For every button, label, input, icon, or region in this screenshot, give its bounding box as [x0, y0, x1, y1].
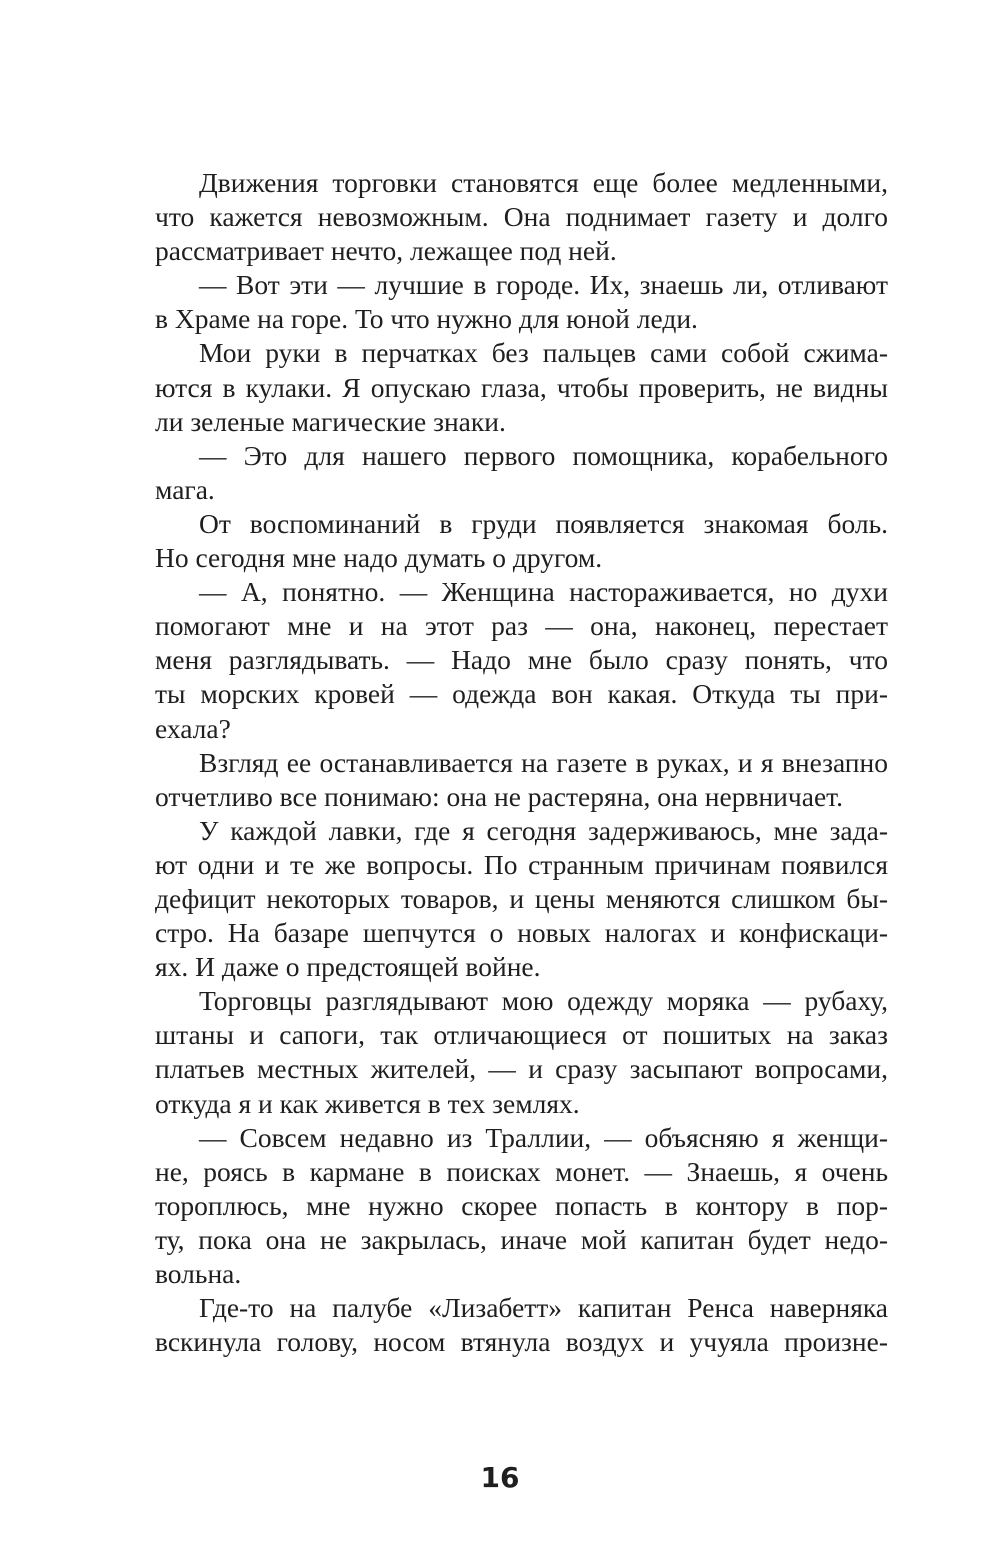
text-line: — Вот эти — лучшие в городе. Их, знаешь ли, отливают	[199, 269, 888, 301]
text-line: ты морских кровей — одежда вон какая. Откуда ты при-	[155, 678, 888, 710]
text-line: дефицит некоторых товаров, и цены меняются слишком бы-	[155, 882, 888, 914]
paragraph	[155, 166, 888, 268]
text-line: ту, пока она не закрылась, иначе мой капитан будет недо-	[155, 1223, 888, 1255]
text-line: в Храме на горе. То что нужно для юной леди.	[155, 303, 698, 335]
paragraph	[155, 814, 888, 984]
text-line: Движения торговки становятся еще более медленными,	[199, 167, 888, 198]
text-line: ях. И даже о предстоящей войне.	[155, 951, 541, 983]
paragraph	[155, 268, 888, 336]
text-line: отчетливо все понимаю: она не растеряна, она нервничает.	[155, 780, 843, 812]
text-line: вскинула голову, носом втянула воздух и учуяла произне-	[155, 1326, 888, 1358]
text-line: ехала?	[155, 712, 231, 744]
text-line: откуда я и как живется в тех землях.	[155, 1087, 580, 1119]
text-line: стро. На базаре шепчутся о новых налогах и конфискаци-	[155, 917, 888, 949]
text-line: Мои руки в перчатках без пальцев сами собой сжима-	[199, 337, 888, 369]
paragraph	[155, 1121, 888, 1291]
paragraph	[155, 1291, 888, 1359]
text-line: не, роясь в кармане в поисках монет. — Знаешь, я очень	[155, 1155, 888, 1187]
text-line: ли зеленые магические знаки.	[155, 405, 506, 437]
paragraph	[155, 575, 888, 745]
text-line: вольна.	[155, 1258, 242, 1289]
paragraph	[155, 984, 888, 1120]
text-line: ют одни и те же вопросы. По странным причинам появился	[155, 848, 888, 880]
text-line: Взгляд ее останавливается на газете в руках, и я внезапно	[199, 746, 888, 778]
text-line: штаны и сапоги, так отличающиеся от пошитых на заказ	[155, 1019, 888, 1051]
text-line: мага.	[155, 473, 215, 505]
text-line: тороплюсь, мне нужно скорее попасть в контору в пор-	[155, 1189, 888, 1221]
text-line: платьев местных жителей, — и сразу засыпают вопросами,	[155, 1053, 888, 1085]
paragraph	[155, 746, 888, 814]
text-line: рассматривает нечто, лежащее под ней.	[155, 235, 617, 267]
text-line: помогают мне и на этот раз — она, наконец, перестает	[155, 610, 888, 642]
text-line: — Совсем недавно из Траллии, — объясняю я женщи-	[199, 1121, 888, 1153]
text-line: — А, понятно. — Женщина настораживается, но духи	[199, 576, 888, 608]
paragraph	[155, 336, 888, 438]
paragraph	[155, 507, 888, 575]
paragraph	[155, 439, 888, 507]
text-line: что кажется невозможным. Она поднимает газету и долго	[155, 201, 888, 233]
text-line: Где-то на палубе «Лизабетт» капитан Ренса наверняка	[199, 1292, 888, 1324]
text-line: ются в кулаки. Я опускаю глаза, чтобы проверить, не видны	[155, 371, 888, 403]
body-text	[155, 166, 888, 1359]
text-line: От воспоминаний в груди появляется знакомая боль.	[199, 507, 888, 539]
page-number: 16	[480, 1461, 520, 1494]
text-line: меня разглядывать. — Надо мне было сразу понять, что	[155, 644, 888, 676]
text-line: Торговцы разглядывают мою одежду моряка — рубаху,	[199, 985, 888, 1017]
text-line: Но сегодня мне надо думать о другом.	[155, 542, 603, 574]
text-line: — Это для нашего первого помощника, корабельного	[199, 439, 888, 471]
text-line: У каждой лавки, где я сегодня задерживаюсь, мне зада-	[199, 814, 888, 846]
